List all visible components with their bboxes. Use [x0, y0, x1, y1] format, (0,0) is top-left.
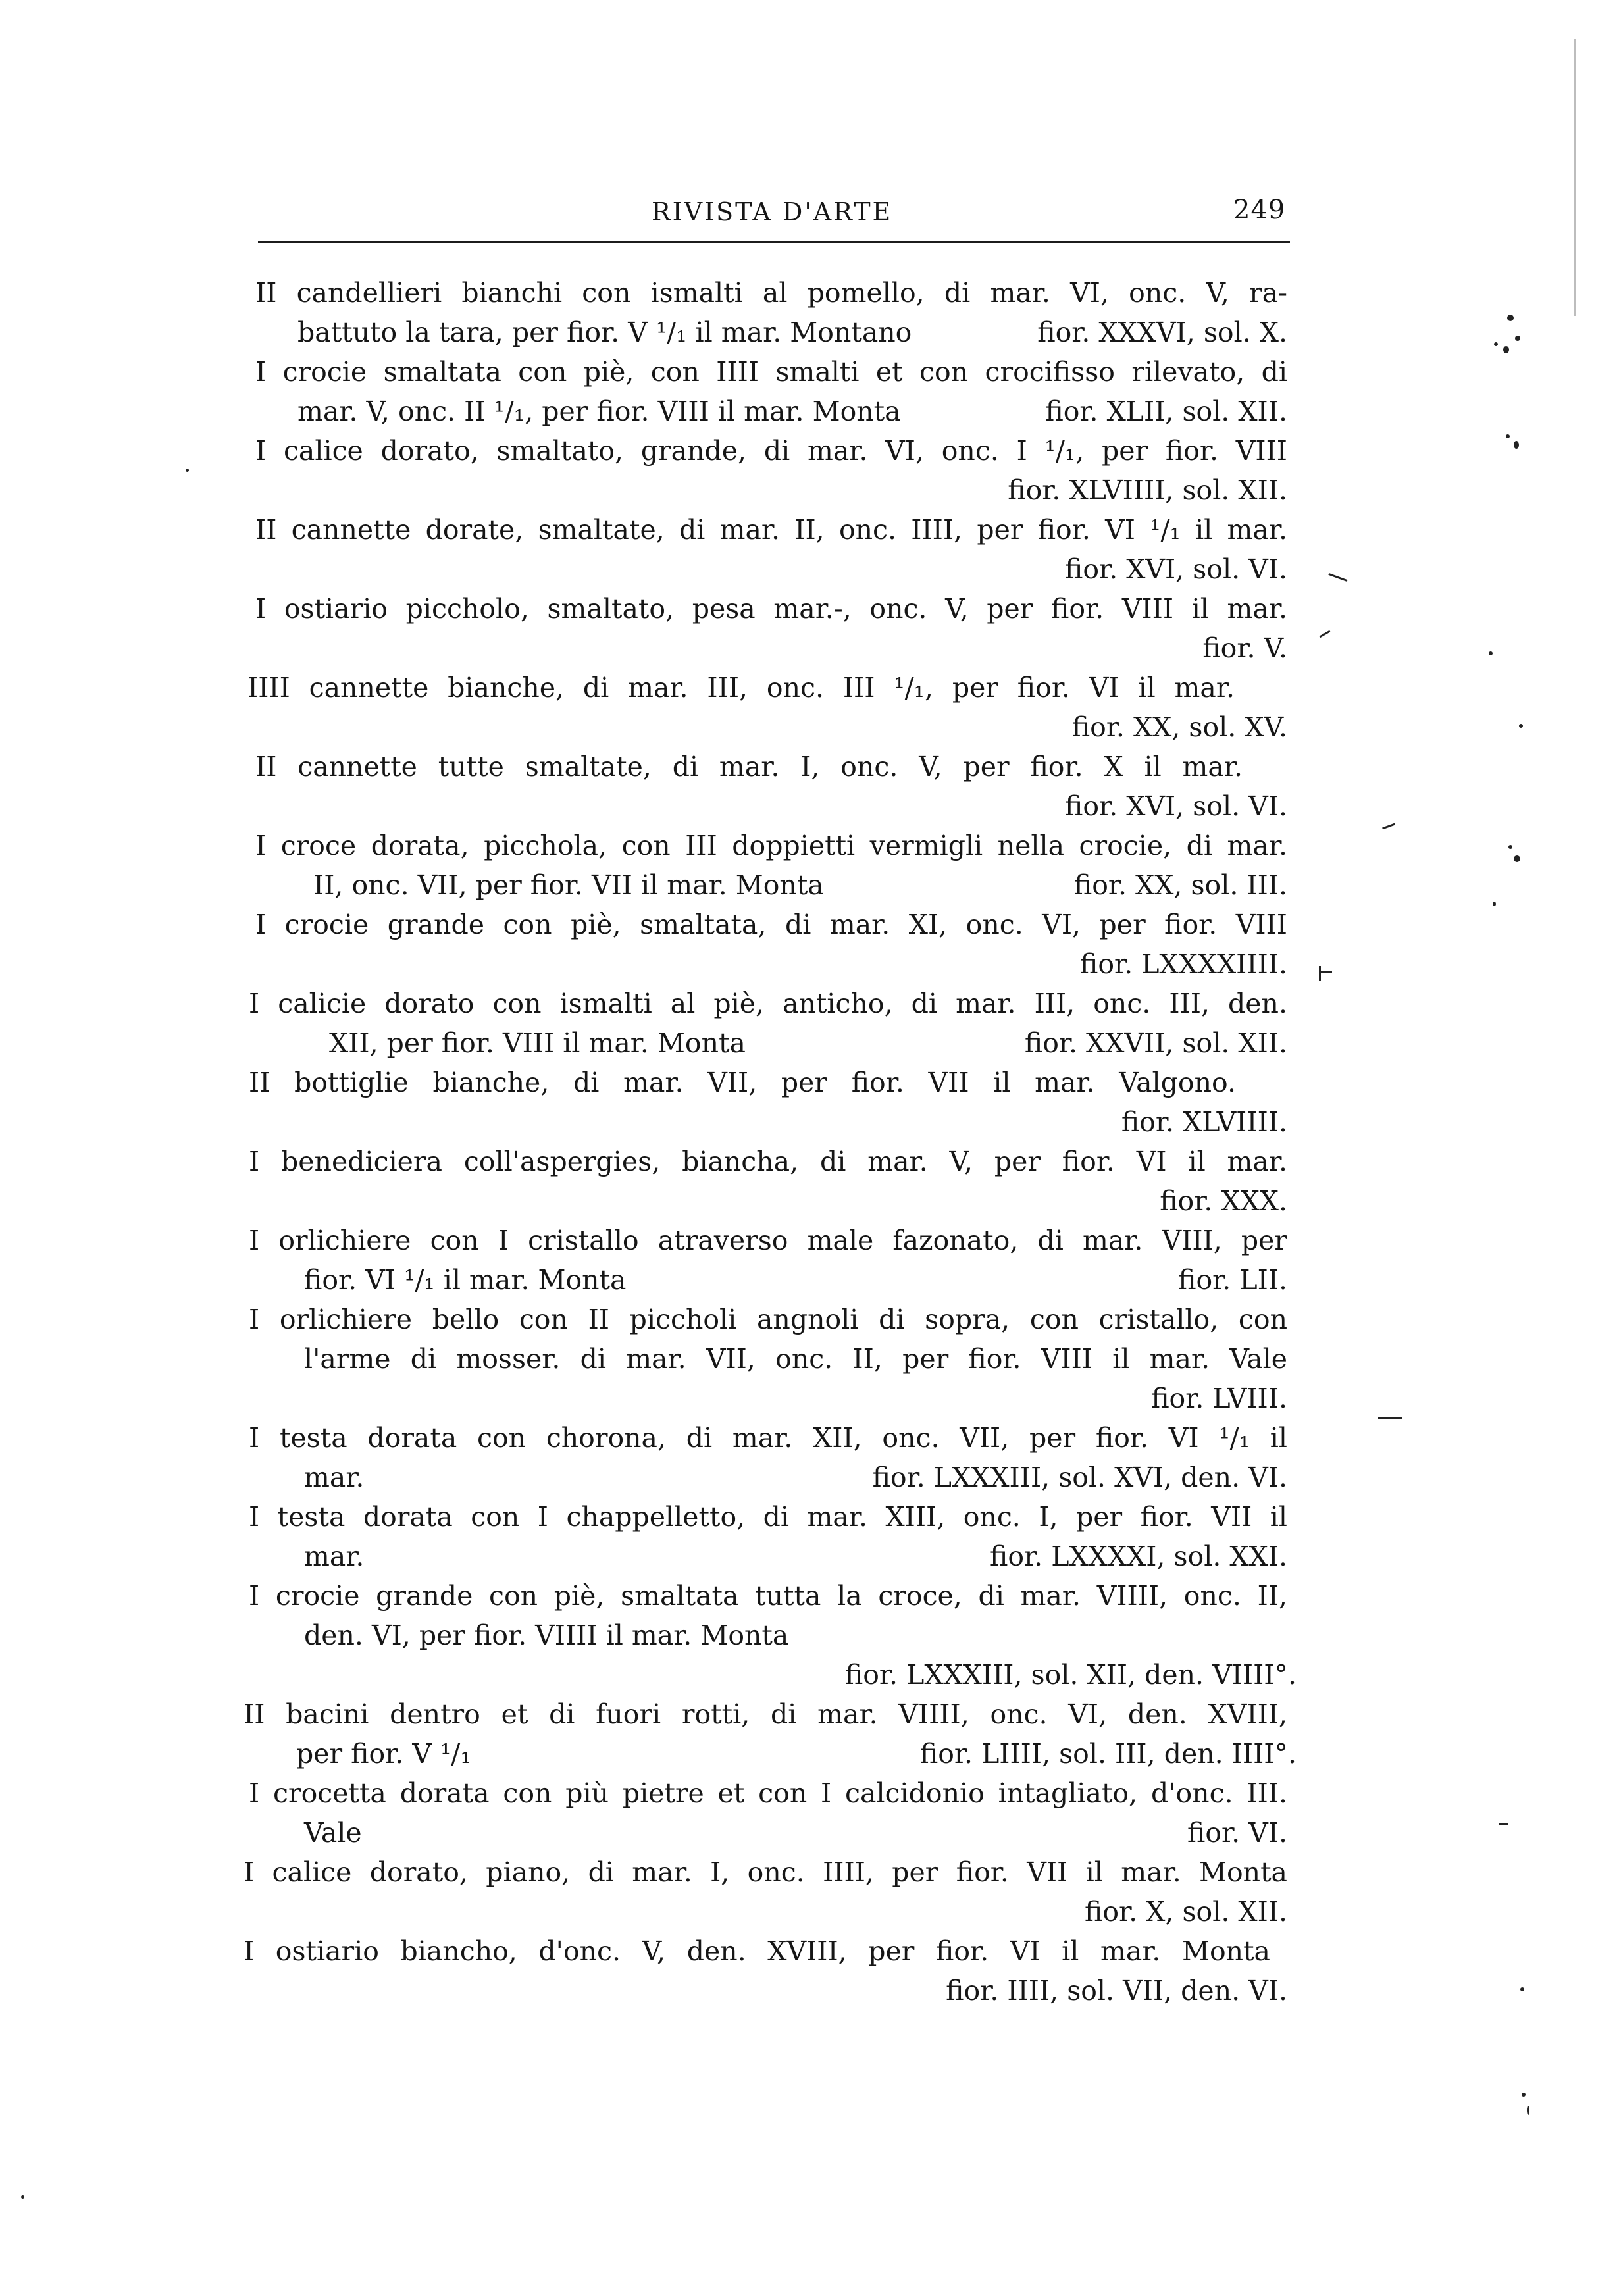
- entry-line: II cannette tutte smaltate, di mar. I, onc. V, per fior. X il mar.: [255, 751, 1243, 782]
- scan-speck: [1493, 902, 1496, 906]
- scan-mark: [1378, 1417, 1402, 1419]
- entry-line: II cannette dorate, smaltate, di mar. II, onc. IIII, per fior. VI ¹/₁ il mar.: [255, 514, 1287, 546]
- entry-line: [297, 392, 1287, 430]
- scan-speck: [186, 469, 189, 472]
- scan-speck: [1519, 724, 1523, 728]
- scan-speck: [1515, 336, 1520, 341]
- entry-amount: fior. XLII, sol. XII.: [1045, 395, 1287, 427]
- entry-line: II bacini dentro et di fuori rotti, di mar. VIIII, onc. VI, den. XVIII,: [244, 1698, 1287, 1730]
- entry-line: I crocie grande con piè, smaltata, di mar. XI, onc. VI, per fior. VIII: [255, 909, 1287, 940]
- entry-amount: fior. IIII, sol. VII, den. VI.: [946, 1975, 1287, 2006]
- entry-text: Vale: [304, 1817, 362, 1849]
- entry-amount: fior. XXX.: [1160, 1185, 1287, 1217]
- entry-amount: fior. XLVIIII.: [1121, 1106, 1287, 1138]
- scan-edge: [1574, 39, 1576, 316]
- entry-amount: fior. LVIII.: [1151, 1383, 1287, 1414]
- entry-text: battuto la tara, per fior. V ¹/₁ il mar. Montano: [297, 317, 912, 348]
- scan-mark: [1499, 1823, 1508, 1825]
- entry-line: I calice dorato, smaltato, grande, di mar. VI, onc. I ¹/₁, per fior. VIII: [255, 435, 1287, 467]
- scan-mark: [1328, 573, 1347, 582]
- entry-line: I orlichiere bello con II piccholi angnoli di sopra, con cristallo, con: [249, 1304, 1287, 1335]
- entry-amount: fior. V.: [1202, 632, 1287, 664]
- entry-line: [296, 1735, 1297, 1773]
- entry-line: I crocetta dorata con più pietre et con I calcidonio intagliato, d'onc. III.: [249, 1777, 1287, 1809]
- entry-line: II bottiglie bianche, di mar. VII, per fior. VII il mar. Valgono.: [249, 1067, 1236, 1098]
- entry-amount: fior. XXXVI, sol. X.: [1037, 317, 1287, 348]
- entry-amount: fior. XX, sol. III.: [1073, 869, 1287, 901]
- page-number: 249: [1233, 195, 1286, 225]
- entry-text: mar. V, onc. II ¹/₁, per fior. VIII il mar. Monta: [297, 395, 901, 427]
- scan-speck: [21, 2195, 24, 2199]
- entry-text: fior. VI ¹/₁ il mar. Monta: [304, 1264, 627, 1296]
- scan-mark: [1319, 971, 1332, 973]
- entry-line: IIII cannette bianche, di mar. III, onc. III ¹/₁, per fior. VI il mar.: [247, 672, 1235, 703]
- entry-line: [304, 1537, 1287, 1575]
- entry-amount: fior. LII.: [1178, 1264, 1287, 1296]
- entry-line: [313, 866, 1287, 904]
- running-head: RIVISTA D'ARTE: [652, 197, 893, 226]
- entry-line: den. VI, per fior. VIIII il mar. Monta: [304, 1620, 789, 1651]
- entry-line: I orlichiere con I cristallo atraverso male fazonato, di mar. VIII, per: [249, 1225, 1287, 1256]
- entry-amount: fior. LXXXIII, sol. XVI, den. VI.: [872, 1462, 1287, 1493]
- entry-text: XII, per fior. VIII il mar. Monta: [329, 1027, 746, 1059]
- header-rule: [258, 241, 1290, 243]
- scan-speck: [1520, 1987, 1524, 1991]
- scan-speck: [1494, 342, 1498, 346]
- entry-amount: fior. LIIII, sol. III, den. IIII°.: [919, 1738, 1297, 1770]
- entry-line: I testa dorata con chorona, di mar. XII, onc. VII, per fior. VI ¹/₁ il: [249, 1422, 1287, 1454]
- entry-amount: fior. XX, sol. XV.: [1071, 711, 1287, 743]
- entry-line: I croce dorata, picchola, con III doppietti vermigli nella crocie, di mar.: [255, 830, 1287, 861]
- scan-speck: [1503, 346, 1509, 353]
- entry-line: I benediciera coll'aspergies, biancha, di mar. V, per fior. VI il mar.: [249, 1146, 1287, 1177]
- scan-mark: [1382, 823, 1395, 830]
- entry-line: [304, 1814, 1287, 1852]
- entry-line: I ostiario piccholo, smaltato, pesa mar.-, onc. V, per fior. VIII il mar.: [255, 593, 1287, 625]
- scan-speck: [1508, 845, 1512, 849]
- scan-speck: [1522, 2093, 1526, 2097]
- entry-text: mar.: [304, 1541, 365, 1572]
- entry-amount: fior. VI.: [1187, 1817, 1287, 1849]
- entry-line: I calice dorato, piano, di mar. I, onc. IIII, per fior. VII il mar. Monta: [244, 1856, 1287, 1888]
- scan-speck: [1514, 441, 1519, 449]
- entry-line: [304, 1458, 1287, 1496]
- entry-amount: fior. XVI, sol. VI.: [1065, 553, 1287, 585]
- scan-speck: [1506, 434, 1510, 438]
- entry-amount: fior. XVI, sol. VI.: [1065, 790, 1287, 822]
- entry-line: [304, 1261, 1287, 1299]
- entry-line: [297, 313, 1287, 351]
- entry-line: l'arme di mosser. di mar. VII, onc. II, per fior. VIII il mar. Vale: [304, 1343, 1287, 1375]
- entry-line: [329, 1024, 1287, 1062]
- entry-amount: fior. X, sol. XII.: [1085, 1896, 1287, 1927]
- scan-mark: [1319, 966, 1321, 981]
- entry-amount: fior. XLVIIII, sol. XII.: [1008, 474, 1287, 506]
- scan-speck: [1514, 855, 1520, 862]
- entry-line: I calicie dorato con ismalti al piè, anticho, di mar. III, onc. III, den.: [249, 988, 1287, 1019]
- entry-amount: fior. LXXXIII, sol. XII, den. VIIII°.: [844, 1659, 1297, 1691]
- entry-text: mar.: [304, 1462, 365, 1493]
- scan-speck: [1489, 651, 1493, 655]
- entry-line: I crocie smaltata con piè, con IIII smalti et con crocifisso rilevato, di: [255, 356, 1287, 388]
- entry-amount: fior. XXVII, sol. XII.: [1024, 1027, 1287, 1059]
- scan-mark: [1319, 630, 1330, 638]
- entry-line: I crocie grande con piè, smaltata tutta la croce, di mar. VIIII, onc. II,: [249, 1580, 1287, 1612]
- entry-line: I testa dorata con I chappelletto, di mar. XIII, onc. I, per fior. VII il: [249, 1501, 1287, 1533]
- scan-speck: [1527, 2106, 1529, 2115]
- entry-line: II candellieri bianchi con ismalti al pomello, di mar. VI, onc. V, ra-: [255, 277, 1287, 309]
- entry-amount: fior. LXXXXI, sol. XXI.: [990, 1541, 1287, 1572]
- entry-text: per fior. V ¹/₁: [296, 1738, 471, 1770]
- entry-amount: fior. LXXXXIIII.: [1080, 948, 1287, 980]
- scan-speck: [1507, 315, 1514, 321]
- entry-text: II, onc. VII, per fior. VII il mar. Monta: [313, 869, 824, 901]
- entry-line: I ostiario biancho, d'onc. V, den. XVIII, per fior. VI il mar. Monta: [244, 1935, 1270, 1967]
